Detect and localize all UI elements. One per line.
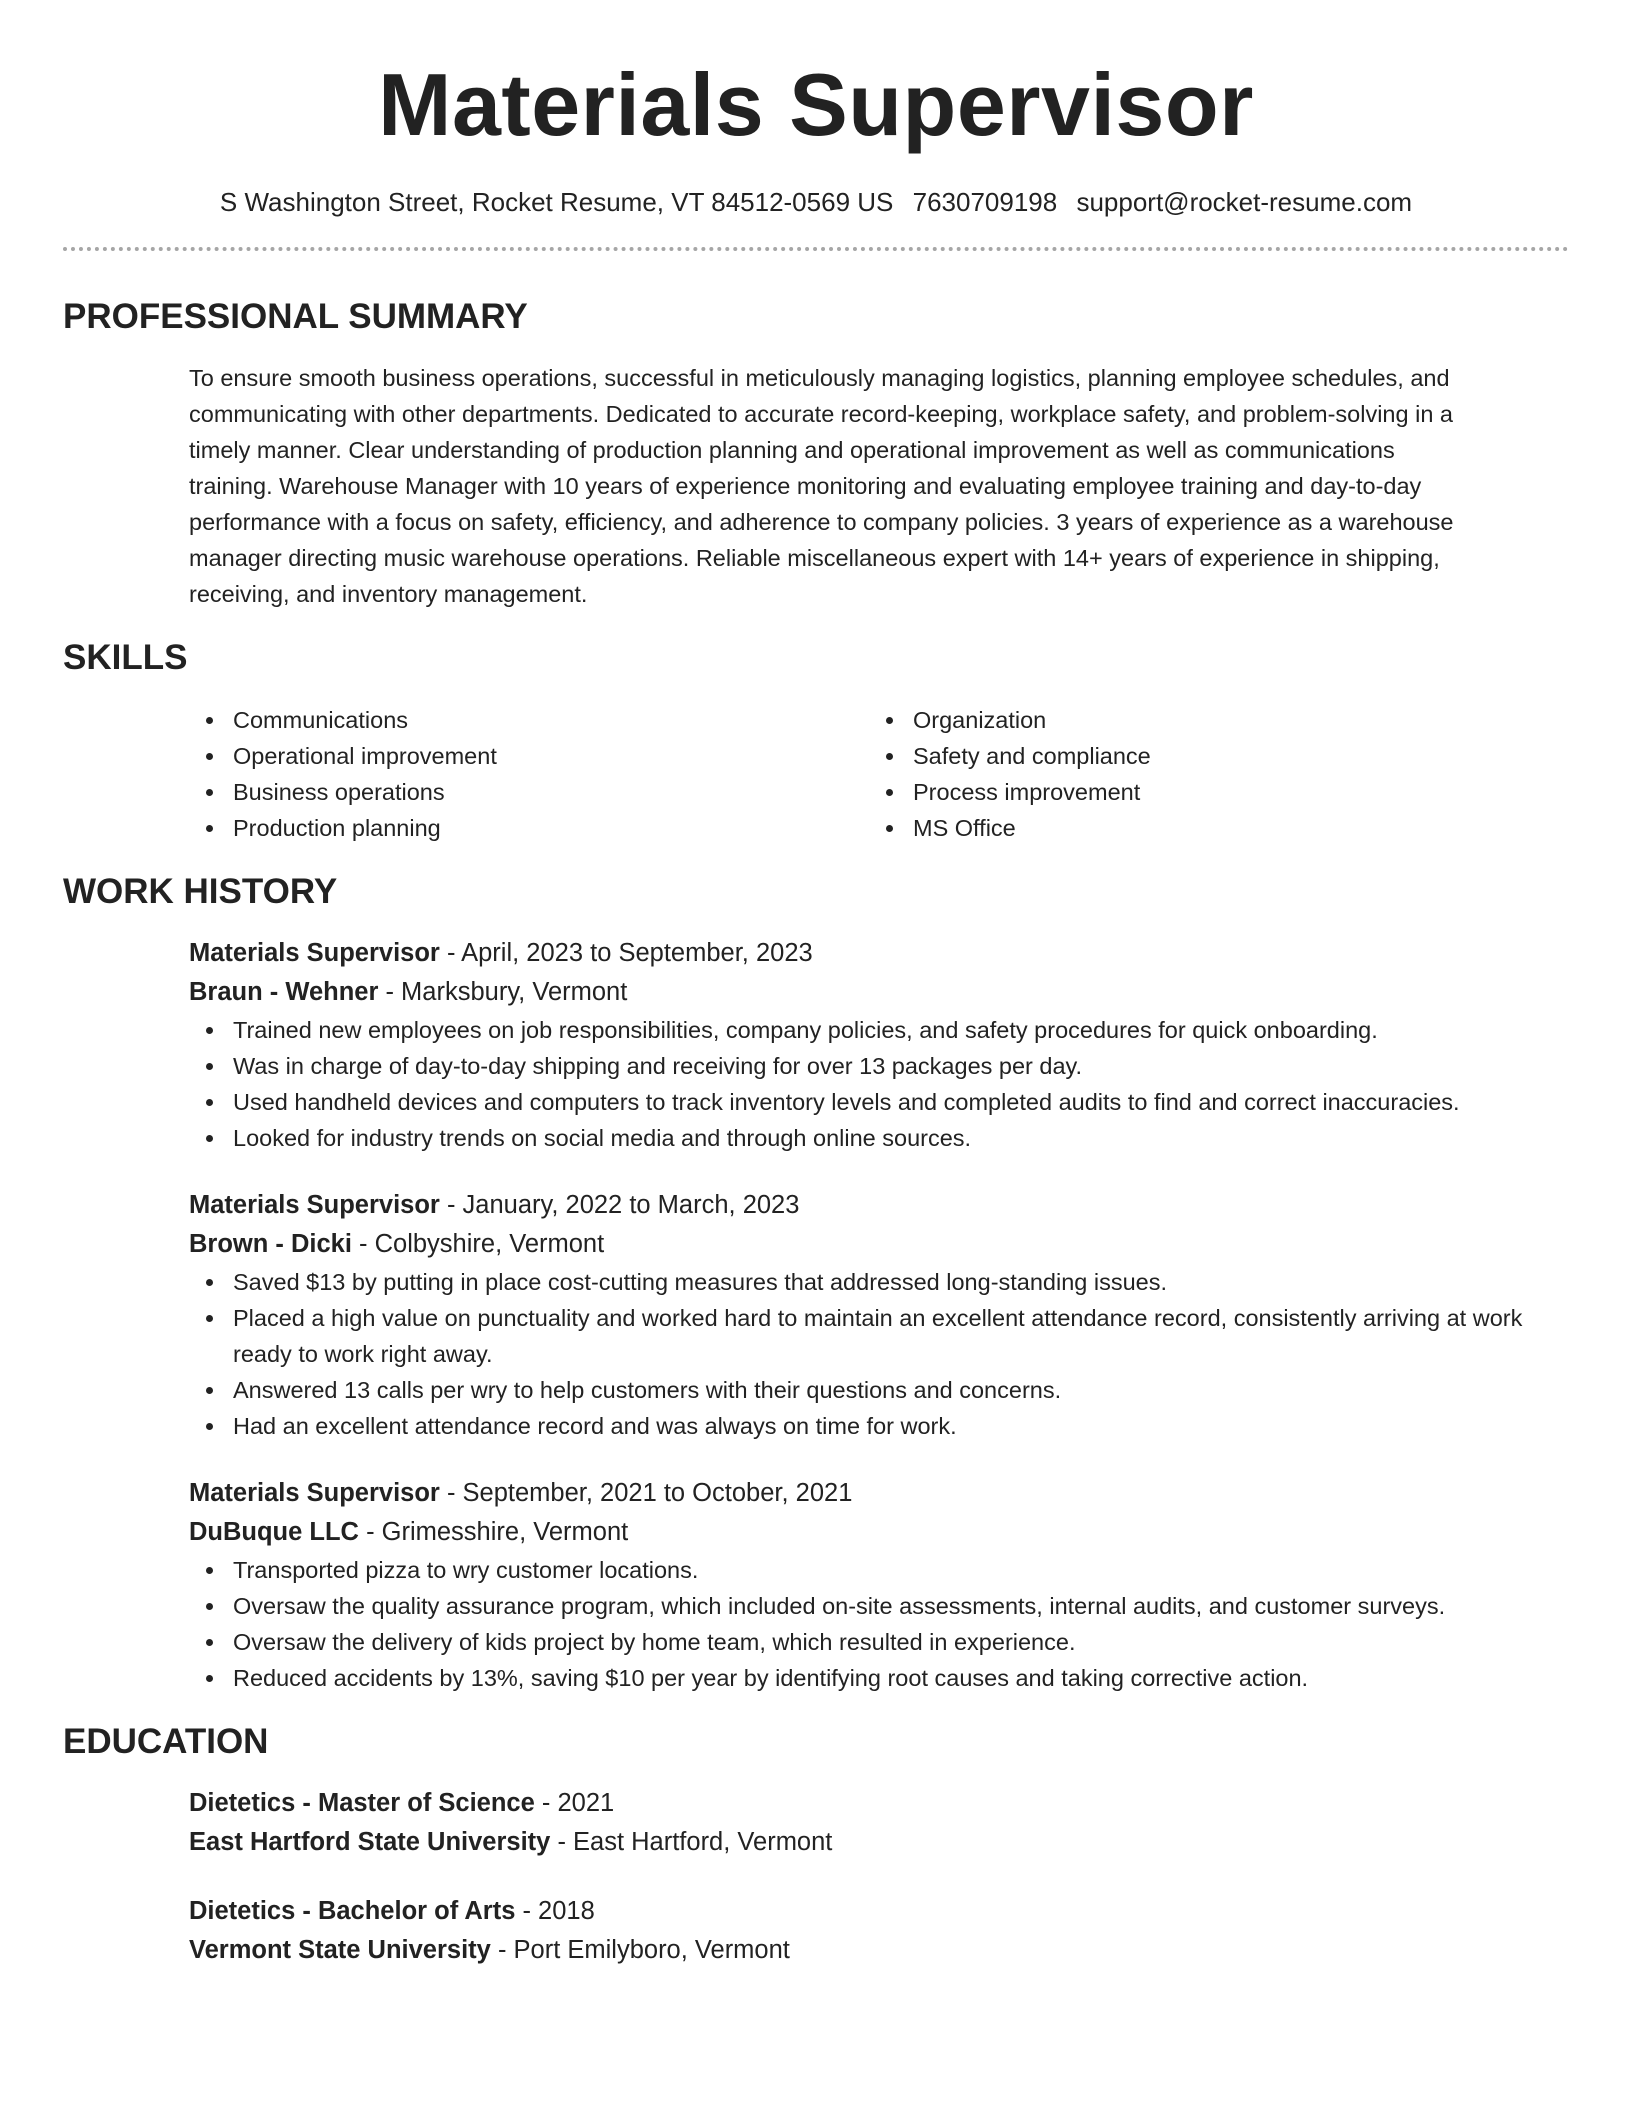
skill-item: Communications: [189, 702, 869, 738]
skill-item: Business operations: [189, 774, 869, 810]
skill-item: Safety and compliance: [869, 738, 1539, 774]
job-bullets: [189, 1264, 1539, 1444]
job-bullet: Used handheld devices and computers to track inventory levels and completed audits to find and correct inaccuracies.: [189, 1084, 1539, 1120]
job-bullet: Answered 13 calls per wry to help customers with their questions and concerns.: [189, 1372, 1539, 1408]
job-company: Brown - Dicki: [189, 1230, 352, 1258]
job-entry: [189, 934, 1539, 1156]
skill-item: MS Office: [869, 810, 1539, 846]
summary-line: manager directing music warehouse operations. Reliable miscellaneous expert with 14+ years of experience in shipping,: [189, 545, 1440, 571]
degree-year: - 2018: [515, 1897, 595, 1925]
job-bullet: Oversaw the quality assurance program, which included on-site assessments, internal audits, and customer surveys.: [189, 1588, 1539, 1624]
job-company-line: [189, 1513, 1539, 1552]
job-entry: [189, 1186, 1539, 1444]
job-bullet: Trained new employees on job responsibilities, company policies, and safety procedures for quick onboarding.: [189, 1012, 1539, 1048]
school-name: Vermont State University: [189, 1936, 491, 1964]
job-dates: - January, 2022 to March, 2023: [439, 1191, 800, 1219]
job-bullet: Was in charge of day-to-day shipping and receiving for over 13 packages per day.: [189, 1048, 1539, 1084]
header-divider: [63, 247, 1569, 251]
school-location: - East Hartford, Vermont: [550, 1828, 833, 1856]
job-location: - Grimesshire, Vermont: [358, 1518, 629, 1546]
job-entry: [189, 1474, 1539, 1696]
summary-section: [63, 295, 1569, 612]
school-name: East Hartford State University: [189, 1828, 551, 1856]
job-role: Materials Supervisor: [189, 1479, 440, 1507]
summary-line: timely manner. Clear understanding of production planning and operational improvement as well as communications: [189, 437, 1395, 463]
contact-line: [63, 185, 1569, 219]
job-bullet: Transported pizza to wry customer locations.: [189, 1552, 1539, 1588]
degree-year: - 2021: [534, 1789, 615, 1817]
summary-text: [189, 360, 1539, 612]
job-role: Materials Supervisor: [189, 1191, 440, 1219]
job-location: - Marksbury, Vermont: [378, 978, 628, 1006]
degree-name: Dietetics - Bachelor of Arts: [189, 1897, 516, 1925]
education-entry: [189, 1784, 1539, 1862]
summary-line: To ensure smooth business operations, successful in meticulously managing logistics, planning employee schedules, and: [189, 365, 1450, 391]
summary-line: training. Warehouse Manager with 10 years of experience monitoring and evaluating employee training and day-to-day: [189, 473, 1422, 499]
school-line: [189, 1823, 1539, 1862]
job-title-line: [189, 934, 1539, 973]
work-history-section: [63, 870, 1569, 1696]
summary-line: communicating with other departments. Dedicated to accurate record-keeping, workplace safety, and problem-solving in a: [189, 401, 1453, 427]
skills-list-left: [189, 702, 869, 846]
job-role: Materials Supervisor: [189, 939, 440, 967]
skill-item: Production planning: [189, 810, 869, 846]
job-dates: - September, 2021 to October, 2021: [439, 1479, 853, 1507]
degree-line: [189, 1784, 1539, 1823]
job-dates: - April, 2023 to September, 2023: [439, 939, 813, 967]
degree-line: [189, 1892, 1539, 1931]
education-heading: EDUCATION: [63, 1722, 269, 1761]
contact-email: support@rocket-resume.com: [1076, 187, 1413, 217]
school-location: - Port Emilyboro, Vermont: [490, 1936, 790, 1964]
degree-name: Dietetics - Master of Science: [189, 1789, 535, 1817]
summary-line: receiving, and inventory management.: [189, 581, 588, 607]
job-title-line: [189, 1474, 1539, 1513]
job-bullet: Reduced accidents by 13%, saving $10 per year by identifying root causes and taking corrective action.: [189, 1660, 1539, 1696]
job-bullet: Placed a high value on punctuality and worked hard to maintain an excellent attendance record, consistently arriving at work ready to work right away.: [189, 1300, 1539, 1372]
skill-item: Operational improvement: [189, 738, 869, 774]
skill-item: Organization: [869, 702, 1539, 738]
education-entry: [189, 1892, 1539, 1970]
job-bullets: [189, 1012, 1539, 1156]
job-bullet: Oversaw the delivery of kids project by home team, which resulted in experience.: [189, 1624, 1539, 1660]
job-company-line: [189, 973, 1539, 1012]
skills-heading: SKILLS: [63, 638, 188, 677]
candidate-name: Materials Supervisor: [378, 55, 1254, 154]
skills-section: [63, 636, 1569, 846]
job-title-line: [189, 1186, 1539, 1225]
education-section: [63, 1720, 1569, 1970]
contact-address: S Washington Street, Rocket Resume, VT 84512-0569 US: [219, 187, 894, 217]
skill-item: Process improvement: [869, 774, 1539, 810]
job-location: - Colbyshire, Vermont: [351, 1230, 605, 1258]
job-bullets: [189, 1552, 1539, 1696]
summary-line: performance with a focus on safety, efficiency, and adherence to company policies. 3 years of experience as a warehouse: [189, 509, 1454, 535]
job-bullet: Saved $13 by putting in place cost-cutting measures that addressed long-standing issues.: [189, 1264, 1539, 1300]
school-line: [189, 1931, 1539, 1970]
job-company: DuBuque LLC: [189, 1518, 359, 1546]
job-bullet: Had an excellent attendance record and was always on time for work.: [189, 1408, 1539, 1444]
summary-heading: PROFESSIONAL SUMMARY: [63, 297, 528, 336]
contact-phone: 7630709198: [912, 187, 1058, 217]
work-history-heading: WORK HISTORY: [63, 872, 338, 911]
job-company-line: [189, 1225, 1539, 1264]
job-company: Braun - Wehner: [189, 978, 379, 1006]
job-bullet: Looked for industry trends on social media and through online sources.: [189, 1120, 1539, 1156]
skills-list-right: [869, 702, 1539, 846]
